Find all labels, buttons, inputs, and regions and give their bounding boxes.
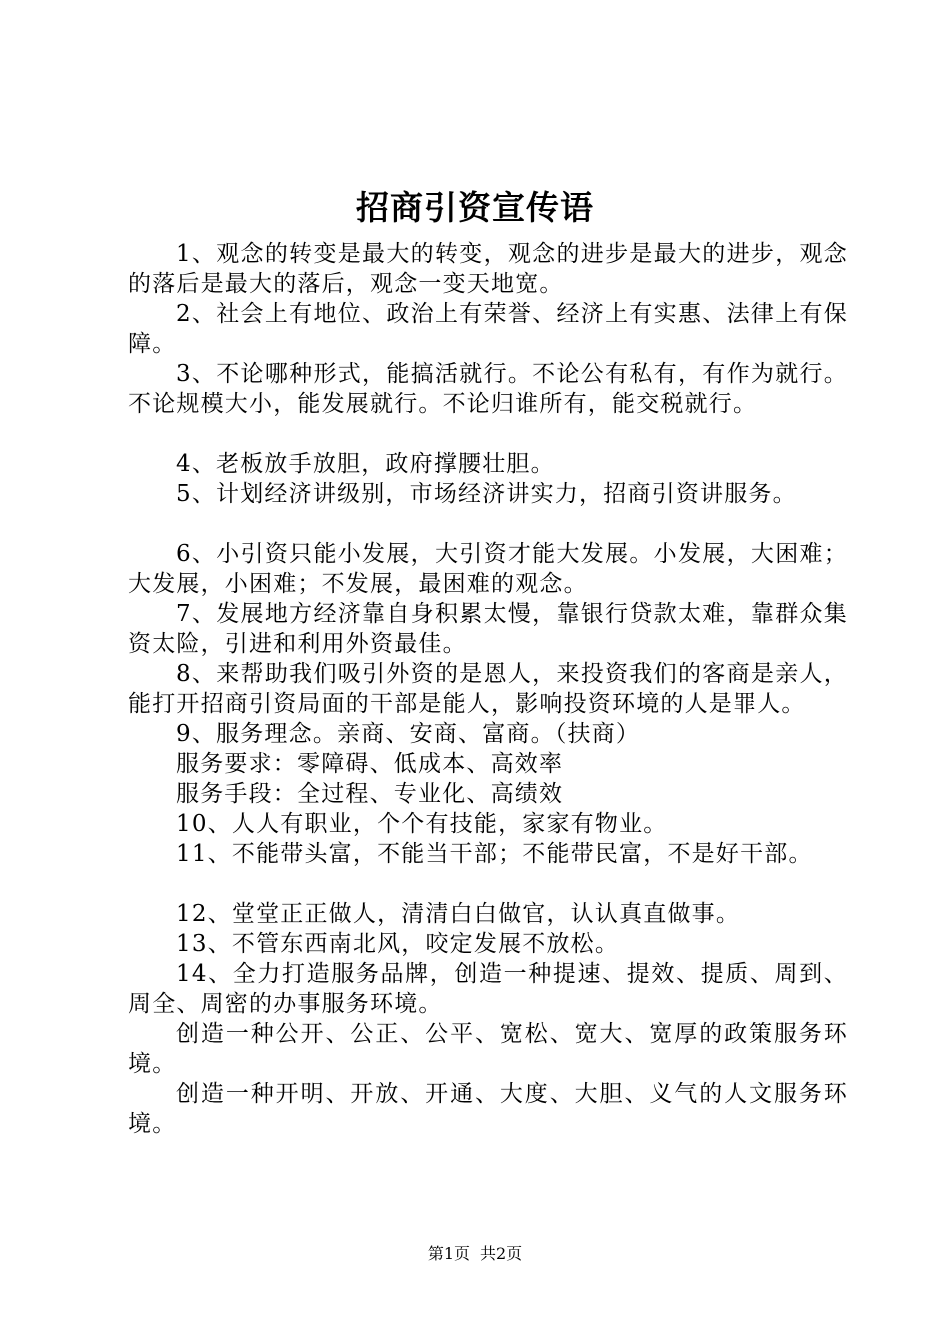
paragraph-8: 8、来帮助我们吸引外资的是恩人，来投资我们的客商是亲人，能打开招商引资局面的干部是能人，影响投资环境的人是罪人。 <box>128 661 848 717</box>
paragraph-2: 2、社会上有地位、政治上有荣誉、经济上有实惠、法律上有保障。 <box>128 301 848 357</box>
document-title: 招商引资宣传语 <box>356 188 594 227</box>
paragraph-11: 11、不能带头富，不能当干部；不能带民富，不是好干部。 <box>176 841 813 867</box>
page-footer <box>0 1243 950 1265</box>
paragraph-10: 10、人人有职业，个个有技能，家家有物业。 <box>176 811 668 837</box>
paragraph-14: 14、全力打造服务品牌，创造一种提速、提效、提质、周到、周全、周密的办事服务环境。 <box>128 961 848 1017</box>
paragraph-5: 5、计划经济讲级别，市场经济讲实力，招商引资讲服务。 <box>176 481 797 507</box>
document-body <box>128 239 848 1139</box>
paragraph-9-means: 服务手段：全过程、专业化、高绩效 <box>176 781 564 807</box>
page-number: 第1页 <box>427 1244 470 1263</box>
paragraph-14-policy: 创造一种公开、公正、公平、宽松、宽大、宽厚的政策服务环境。 <box>128 1021 848 1077</box>
paragraph-9-requirements: 服务要求：零障碍、低成本、高效率 <box>176 751 564 777</box>
paragraph-3: 3、不论哪种形式，能搞活就行。不论公有私有，有作为就行。不论规模大小，能发展就行。不论归谁所有，能交税就行。 <box>128 361 848 417</box>
paragraph-4: 4、老板放手放胆，政府撑腰壮胆。 <box>176 451 555 477</box>
paragraph-13: 13、不管东西南北风，咬定发展不放松。 <box>176 931 620 957</box>
paragraph-14-culture: 创造一种开明、开放、开通、大度、大胆、义气的人文服务环境。 <box>128 1081 848 1137</box>
page-total: 共2页 <box>480 1244 523 1263</box>
paragraph-1: 1、观念的转变是最大的转变，观念的进步是最大的进步，观念的落后是最大的落后，观念一变天地宽。 <box>128 241 848 297</box>
paragraph-9: 9、服务理念。亲商、安商、富商。（扶商） <box>176 721 641 747</box>
paragraph-7: 7、发展地方经济靠自身积累太慢，靠银行贷款太难，靠群众集资太险，引进和利用外资最佳。 <box>128 601 848 657</box>
paragraph-6: 6、小引资只能小发展，大引资才能大发展。小发展，大困难；大发展，小困难；不发展，最困难的观念。 <box>128 541 848 597</box>
paragraph-12: 12、堂堂正正做人，清清白白做官，认认真直做事。 <box>176 901 741 927</box>
